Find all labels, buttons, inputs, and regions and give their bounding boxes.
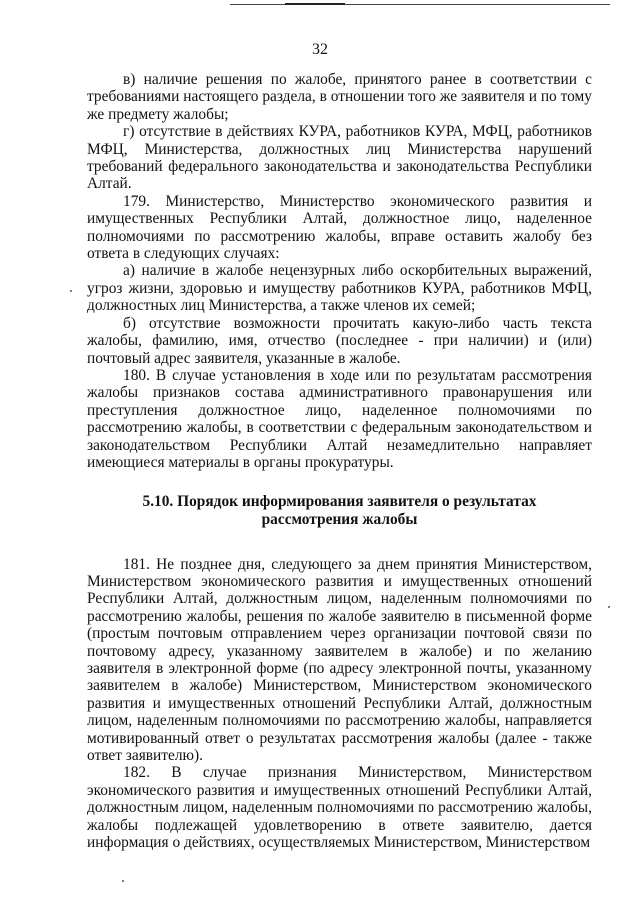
- paragraph-182: 182. В случае признания Министерством, Министерством экономического развития и имущественных отношений Республики Алтай, должностным лицом, наделенным полномочиями по рассмотрению жалобы, жалобы подлежащей удовлетворению в ответе заявителю, дается информация о действиях, осуществляемых Министерством, Министерством: [87, 764, 592, 852]
- section-heading-line-2: рассмотрения жалобы: [261, 510, 418, 528]
- paragraph-item-a: а) наличие в жалобе нецензурных либо оскорбительных выражений, угроз жизни, здоровью и имуществу работников КУРА, работников МФЦ, должностных лиц Министерства, а также членов их семей;: [87, 262, 592, 315]
- paragraph-item-g: г) отсутствие в действиях КУРА, работников КУРА, МФЦ, работников МФЦ, Министерства, должностных лиц Министерства нарушений требований федерального законодательства и законодательства Республики Алтай.: [87, 123, 592, 193]
- paragraph-item-b: б) отсутствие возможности прочитать какую-либо часть текста жалобы, фамилию, имя, отчество (последнее - при наличии) и (или) почтовый адрес заявителя, указанные в жалобе.: [87, 314, 592, 367]
- document-body: [87, 71, 592, 851]
- paragraph-180: 180. В случае установления в ходе или по результатам рассмотрения жалобы признаков состава административного правонарушения или преступления должностное лицо, наделенное полномочиями по рассмотрению жалобы, в соответствии с федеральным законодательством и законодательством Республики Алтай незамедлительно направляет имеющиеся материалы в органы прокуратуры.: [87, 366, 592, 471]
- paragraph-179: 179. Министерство, Министерство экономического развития и имущественных Республики Алтай, должностное лицо, наделенное полномочиями по рассмотрению жалобы, вправе оставить жалобу без ответа в следующих случаях:: [87, 192, 592, 263]
- top-scan-rule-thick: [285, 3, 345, 5]
- page-number: 32: [312, 41, 328, 58]
- scan-speck: [122, 880, 124, 882]
- scan-speck: [608, 606, 610, 608]
- section-heading-line-1: 5.10. Порядок информирования заявителя о результатах: [142, 493, 537, 511]
- scan-speck: [70, 290, 72, 292]
- paragraph-181: 181. Не позднее дня, следующего за днем принятия Министерством, Министерством экономического развития и имущественных отношений Республики Алтай, должностным лицом, наделенным полномочиями по рассмотрению жалобы, решения по жалобе заявителю в письменной форме (простым почтовым отправлением через организации почтовой связи по почтовому адресу, указанному заявителем в жалобе) и по желанию заявителя в электронной форме (по адресу электронной почты, указанному заявителем в жалобе) Министерством, Министерством экономического развития и имущественных отношений Республики Алтай, должностным лицом, наделенным полномочиями по рассмотрению жалобы, направляется мотивированный ответ о результатах рассмотрения жалобы (далее - также ответ заявителю).: [87, 555, 592, 764]
- paragraph-item-v: в) наличие решения по жалобе, принятого ранее в соответствии с требованиями настоящего раздела, в отношении того же заявителя и по тому же предмету жалобы;: [87, 71, 592, 123]
